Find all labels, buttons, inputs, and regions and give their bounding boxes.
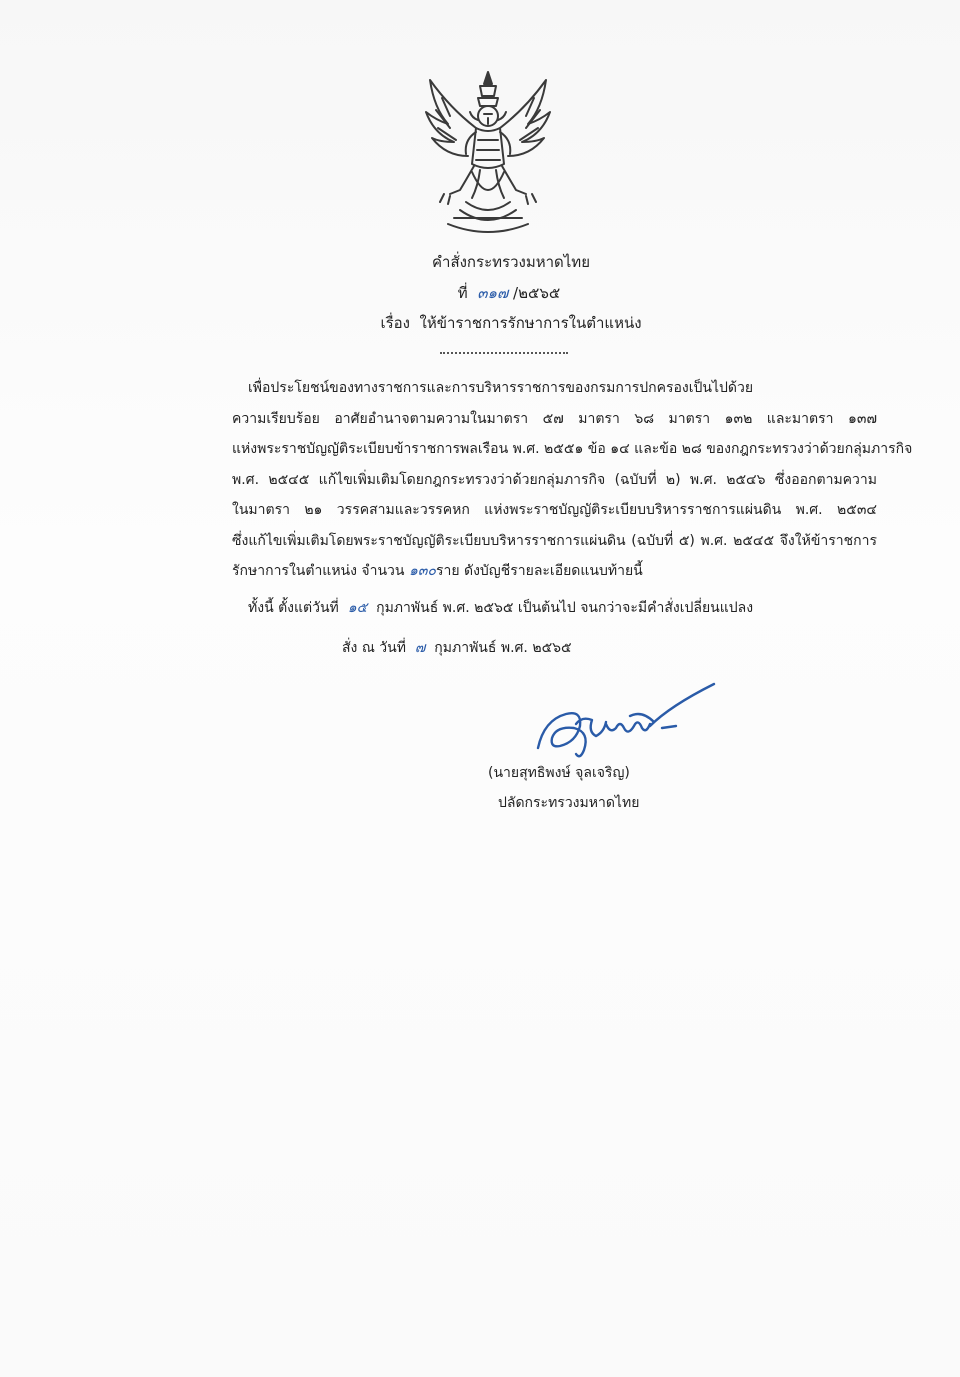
body-line: ในมาตรา ๒๑ วรรคสามและวรรคหก แห่งพระราชบัญญัติระเบียบบริหารราชการแผ่นดิน พ.ศ. ๒๕๓๔ (232, 502, 877, 518)
order-number-handwritten: ๓๑๗ (477, 284, 509, 302)
signatory-position: ปลัดกระทรวงมหาดไทย (498, 795, 640, 811)
effective-date-line (248, 598, 753, 618)
order-subject-text: ให้ข้าราชการรักษาการในตำแหน่ง (419, 314, 642, 332)
body-line: ความเรียบร้อย อาศัยอำนาจตามความในมาตรา ๕๗ มาตรา ๖๘ มาตรา ๑๓๒ และมาตรา ๑๓๗ (232, 410, 877, 427)
order-number-prefix: ที่ (457, 284, 468, 302)
ordered-date-line (342, 638, 572, 658)
signature-icon (530, 676, 730, 766)
body-count-handwritten: ๑๓๐ (408, 563, 436, 579)
ordered-day-handwritten: ๗ (414, 640, 426, 656)
body-line: พ.ศ. ๒๕๔๕ แก้ไขเพิ่มเติมโดยกฎกระทรวงว่าด้วยกลุ่มภารกิจ (ฉบับที่ ๒) พ.ศ. ๒๕๔๖ ซึ่งออกตามความ (232, 471, 877, 488)
effective-after: กุมภาพันธ์ พ.ศ. ๒๕๖๕ เป็นต้นไป จนกว่าจะมีคำสั่งเปลี่ยนแปลง (376, 600, 754, 616)
garuda-emblem-icon (420, 68, 556, 238)
document-title-text: คำสั่งกระทรวงมหาดไทย (432, 253, 590, 271)
signatory-name: (นายสุทธิพงษ์ จุลเจริญ) (488, 765, 630, 781)
body-line: ซึ่งแก้ไขเพิ่มเติมโดยพระราชบัญญัติระเบียบบริหารราชการแผ่นดิน (ฉบับที่ ๕) พ.ศ. ๒๕๔๕ จึงให้ข้าราชการ (232, 532, 877, 549)
effective-day-handwritten: ๑๕ (347, 600, 368, 616)
order-subject-label: เรื่อง (380, 314, 410, 332)
body-line-last (232, 556, 877, 587)
heading-divider (440, 352, 568, 354)
ordered-before: สั่ง ณ วันที่ (342, 640, 406, 656)
order-body (232, 373, 913, 587)
order-subject (0, 313, 960, 333)
document-title (0, 252, 960, 272)
body-line: แห่งพระราชบัญญัติระเบียบข้าราชการพลเรือน พ.ศ. ๒๕๕๑ ข้อ ๑๔ และข้อ ๒๘ ของกฎกระทรวงว่าด้วยกลุ่มภารกิจ (232, 441, 913, 457)
order-number-year: /๒๕๖๕ (513, 284, 561, 302)
body-last-before: รักษาการในตำแหน่ง จำนวน (232, 563, 405, 579)
body-last-after: ราย ดังบัญชีรายละเอียดแนบท้ายนี้ (435, 563, 643, 579)
body-line: เพื่อประโยชน์ของทางราชการและการบริหารราชการของกรมการปกครองเป็นไปด้วย (248, 380, 754, 396)
order-number (0, 283, 960, 303)
ordered-after: กุมภาพันธ์ พ.ศ. ๒๕๖๕ (434, 640, 572, 656)
effective-before: ทั้งนี้ ตั้งแต่วันที่ (248, 600, 339, 616)
